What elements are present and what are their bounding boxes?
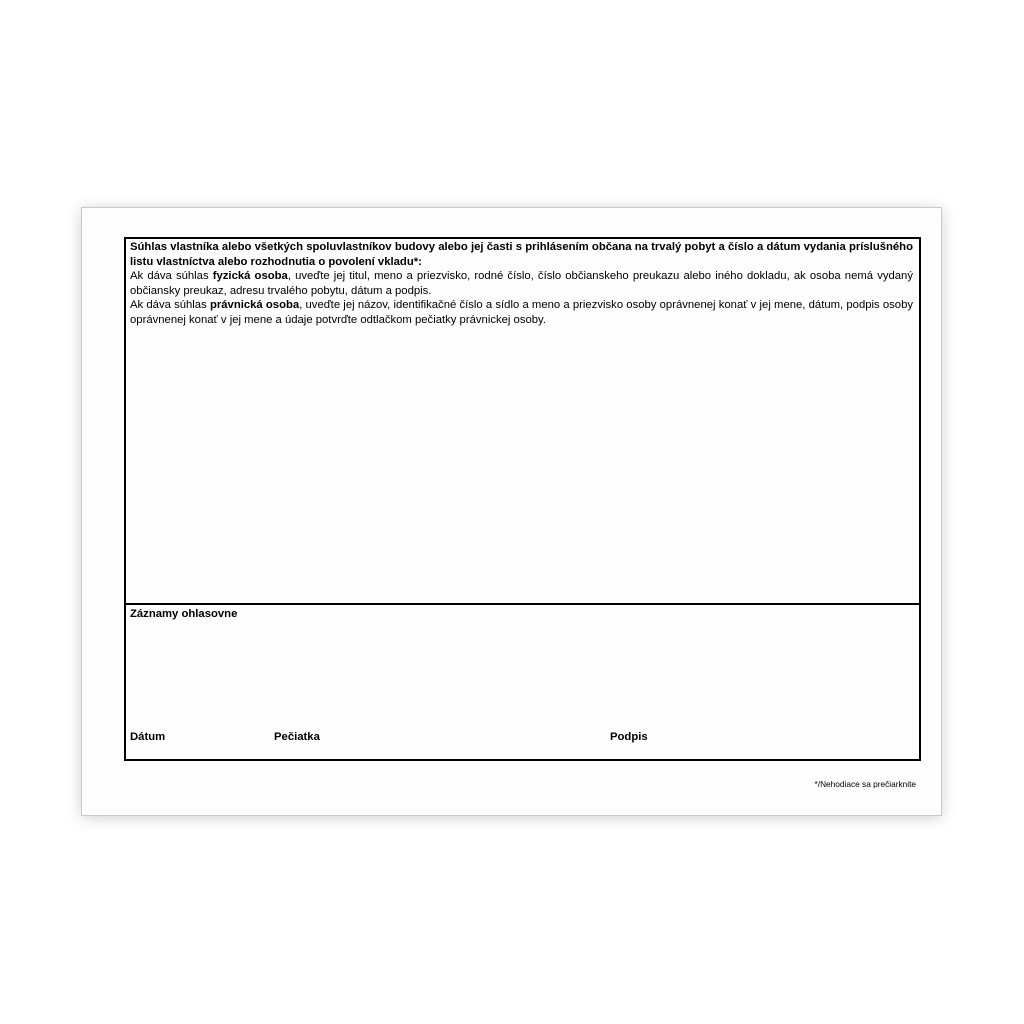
legal-person-instructions (130, 298, 913, 327)
physical-person-label: fyzická osoba (212, 270, 288, 283)
consent-heading: Súhlas vlastníka alebo všetkých spoluvlastníkov budovy alebo jej časti s prihlásením občana na trvalý pobyt a číslo a dátum vydania príslušného listu vlastníctva alebo rozhodnutia o povolení vkladu*: (130, 241, 913, 268)
signature-label: Podpis (610, 731, 648, 743)
registry-records-section (126, 605, 919, 759)
physical-person-instructions (130, 269, 913, 298)
footnote: */Nehodiace sa prečiarknite (814, 779, 916, 789)
legal-person-label: právnická osoba (209, 299, 300, 312)
form-sheet (81, 207, 942, 816)
physical-person-prefix: Ak dáva súhlas (130, 270, 213, 283)
owner-consent-section (126, 239, 919, 605)
form-box (124, 237, 921, 761)
stamp-label: Pečiatka (274, 731, 320, 743)
legal-person-text: , uveďte jej názov, identifikačné číslo a sídlo a meno a priezvisko osoby oprávnenej konať v jej mene, dátum, podpis osoby oprávnenej konať v jej mene a údaje potvrďte odtlačkom pečiatky právnickej osoby. (130, 299, 914, 326)
legal-person-prefix: Ak dáva súhlas (130, 299, 210, 312)
physical-person-text: , uveďte jej titul, meno a priezvisko, rodné číslo, číslo občianskeho preukazu alebo iného dokladu, ak osoba nemá vydaný občiansky preukaz, adresu trvalého pobytu, dátum a podpis. (130, 270, 913, 297)
date-label: Dátum (130, 731, 166, 743)
records-title: Záznamy ohlasovne (130, 608, 238, 620)
